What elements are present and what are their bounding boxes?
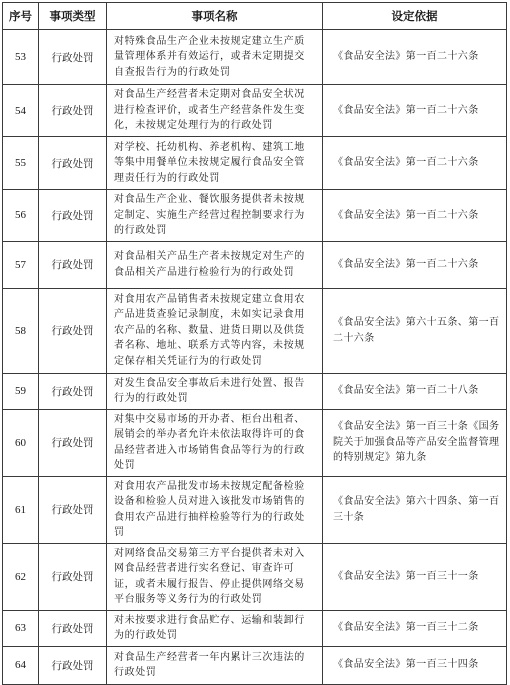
header-no: 序号 (3, 3, 39, 30)
table-row (3, 85, 507, 137)
table-row (3, 288, 507, 373)
row-number: 58 (3, 288, 39, 373)
row-number: 57 (3, 241, 39, 288)
row-legal-basis: 《食品安全法》第六十四条、第一百三十条 (323, 476, 507, 543)
row-type: 行政处罚 (39, 30, 107, 85)
row-item-name: 对食品相关产品生产者未按规定对生产的食品相关产品进行检验行为的行政处罚 (107, 241, 323, 288)
row-legal-basis: 《食品安全法》第一百三十一条 (323, 543, 507, 610)
table-row (3, 610, 507, 646)
row-legal-basis: 《食品安全法》第一百二十六条 (323, 190, 507, 242)
row-item-name: 对食用农产品销售者未按规定建立食用农产品进货查验记录制度，未如实记录食用农产品的名称、数量、进货日期以及供货者名称、地址、联系方式等内容，未按规定保存相关凭证行为的行政处罚 (107, 288, 323, 373)
table-row (3, 30, 507, 85)
row-type: 行政处罚 (39, 85, 107, 137)
row-type: 行政处罚 (39, 373, 107, 409)
row-item-name: 对网络食品交易第三方平台提供者未对入网食品经营者进行实名登记、审查许可证，或者未履行报告、停止提供网络交易平台服务等义务行为的行政处罚 (107, 543, 323, 610)
row-legal-basis: 《食品安全法》第一百三十四条 (323, 646, 507, 684)
row-item-name: 对食用农产品批发市场未按规定配备检验设备和检验人员对进入该批发市场销售的食用农产品进行抽样检验等行为的行政处罚 (107, 476, 323, 543)
row-legal-basis: 《食品安全法》第一百二十六条 (323, 30, 507, 85)
table-row (3, 373, 507, 409)
table-row (3, 409, 507, 476)
row-legal-basis: 《食品安全法》第一百二十六条 (323, 241, 507, 288)
row-type: 行政处罚 (39, 137, 107, 190)
table-row (3, 543, 507, 610)
row-number: 60 (3, 409, 39, 476)
row-type: 行政处罚 (39, 476, 107, 543)
row-legal-basis: 《食品安全法》第一百二十六条 (323, 137, 507, 190)
row-item-name: 对发生食品安全事故后未进行处置、报告行为的行政处罚 (107, 373, 323, 409)
table-row (3, 190, 507, 242)
row-type: 行政处罚 (39, 409, 107, 476)
row-item-name: 对未按要求进行食品贮存、运输和装卸行为的行政处罚 (107, 610, 323, 646)
row-number: 62 (3, 543, 39, 610)
row-item-name: 对集中交易市场的开办者、柜台出租者、展销会的举办者允许未依法取得许可的食品经营者进入市场销售食品等行为的行政处罚 (107, 409, 323, 476)
row-type: 行政处罚 (39, 543, 107, 610)
row-number: 56 (3, 190, 39, 242)
row-legal-basis: 《食品安全法》第一百二十六条 (323, 85, 507, 137)
row-legal-basis: 《食品安全法》第一百三十条《国务院关于加强食品等产品安全监督管理的特别规定》第九条 (323, 409, 507, 476)
row-item-name: 对特殊食品生产企业未按规定建立生产质量管理体系并有效运行，或者未定期提交自查报告行为的行政处罚 (107, 30, 323, 85)
row-item-name: 对食品生产经营者一年内累计三次违法的行政处罚 (107, 646, 323, 684)
table-row (3, 241, 507, 288)
table-row (3, 476, 507, 543)
row-type: 行政处罚 (39, 288, 107, 373)
row-legal-basis: 《食品安全法》第一百二十八条 (323, 373, 507, 409)
row-number: 53 (3, 30, 39, 85)
row-legal-basis: 《食品安全法》第一百三十二条 (323, 610, 507, 646)
row-type: 行政处罚 (39, 241, 107, 288)
administrative-penalty-table (2, 2, 507, 685)
header-type: 事项类型 (39, 3, 107, 30)
row-number: 61 (3, 476, 39, 543)
row-number: 64 (3, 646, 39, 684)
row-number: 59 (3, 373, 39, 409)
row-item-name: 对食品生产经营者未定期对食品安全状况进行检查评价，或者生产经营条件发生变化，未按规定处理行为的行政处罚 (107, 85, 323, 137)
header-basis: 设定依据 (323, 3, 507, 30)
header-name: 事项名称 (107, 3, 323, 30)
row-item-name: 对学校、托幼机构、养老机构、建筑工地等集中用餐单位未按规定履行食品安全管理责任行为的行政处罚 (107, 137, 323, 190)
row-item-name: 对食品生产企业、餐饮服务提供者未按规定制定、实施生产经营过程控制要求行为的行政处罚 (107, 190, 323, 242)
row-type: 行政处罚 (39, 610, 107, 646)
row-number: 63 (3, 610, 39, 646)
row-legal-basis: 《食品安全法》第六十五条、第一百二十六条 (323, 288, 507, 373)
regulation-table-page (2, 2, 506, 681)
table-row (3, 137, 507, 190)
row-number: 54 (3, 85, 39, 137)
table-row (3, 646, 507, 684)
row-number: 55 (3, 137, 39, 190)
row-type: 行政处罚 (39, 190, 107, 242)
row-type: 行政处罚 (39, 646, 107, 684)
table-header-row (3, 3, 507, 30)
